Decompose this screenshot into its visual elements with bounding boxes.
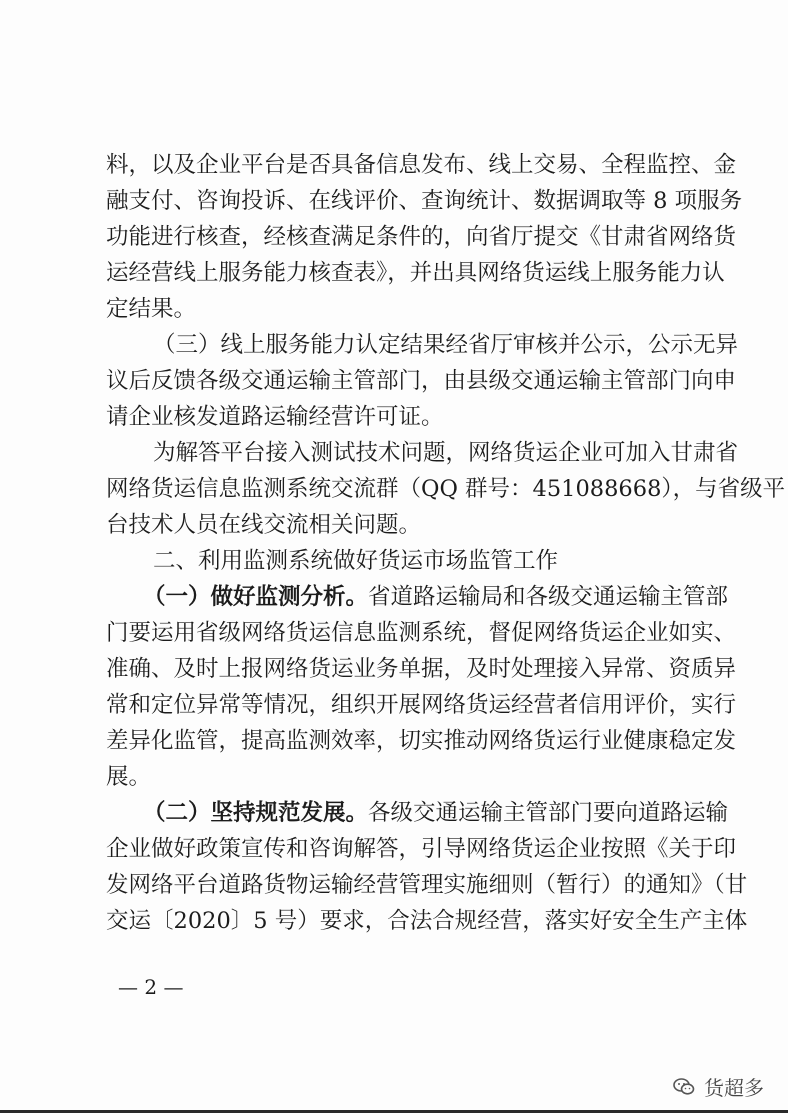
text-line: 台技术人员在线交流相关问题。 [106, 512, 422, 538]
paragraph-first-line [143, 798, 728, 828]
section-heading: 二、利用监测系统做好货运市场监管工作 [153, 548, 559, 574]
text-line: 定结果。 [106, 296, 197, 322]
page-number: — 2 — [118, 975, 184, 999]
text-line: 差异化监管，提高监测效率，切实推动网络货运行业健康稳定发 [106, 728, 737, 754]
text-line: 料，以及企业平台是否具备信息发布、线上交易、全程监控、金 [106, 152, 737, 178]
watermark-text: 货超多 [704, 1076, 764, 1100]
text-line: 议后反馈各级交通运输主管部门，由县级交通运输主管部门向申 [106, 368, 737, 394]
text-line: 为解答平台接入测试技术问题，网络货运企业可加入甘肃省 [153, 440, 739, 466]
text-line: 交运〔2020〕5 号）要求，合法合规经营，落实好安全生产主体 [106, 908, 748, 934]
paragraph-rest: 省道路运输局和各级交通运输主管部 [368, 584, 729, 610]
text-line: 融支付、咨询投诉、在线评价、查询统计、数据调取等 8 项服务 [106, 188, 743, 214]
text-line: 网络货运信息监测系统交流群（QQ 群号：451088668），与省级平 [106, 476, 786, 502]
text-line: 企业做好政策宣传和咨询解答，引导网络货运企业按照《关于印 [106, 836, 737, 862]
text-line: 发网络平台道路货物运输经营管理实施细则（暂行）的通知》（甘 [106, 872, 748, 898]
watermark [672, 1072, 764, 1101]
text-line: 门要运用省级网络货运信息监测系统，督促网络货运企业如实、 [106, 620, 737, 646]
text-line: 运经营线上服务能力核查表》，并出具网络货运线上服务能力认 [106, 260, 725, 286]
wechat-icon [672, 1075, 696, 1099]
text-line: （三）线上服务能力认定结果经省厅审核并公示，公示无异 [153, 332, 739, 358]
paragraph-rest: 各级交通运输主管部门要向道路运输 [368, 800, 729, 826]
text-line: 请企业核发道路运输经营许可证。 [106, 404, 444, 430]
text-line: 展。 [106, 764, 152, 790]
paragraph-first-line [143, 582, 728, 612]
text-line: 准确、及时上报网络货运业务单据，及时处理接入异常、资质异 [106, 656, 737, 682]
text-line: 常和定位异常等情况，组织开展网络货运经营者信用评价，实行 [106, 692, 737, 718]
paragraph-lead: （一）做好监测分析。 [143, 584, 369, 610]
paragraph-lead: （二）坚持规范发展。 [143, 800, 369, 826]
text-line: 功能进行核查，经核查满足条件的，向省厅提交《甘肃省网络货 [106, 224, 737, 250]
